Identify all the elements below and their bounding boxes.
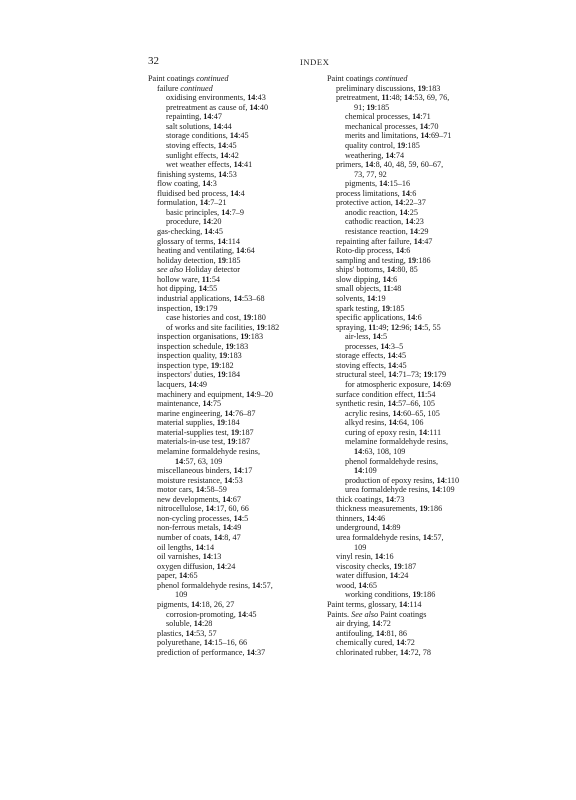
index-entry: chemically cured, 14:72: [336, 638, 415, 648]
index-entry: number of coats, 14:8, 47: [157, 533, 241, 542]
index-entry: 109: [175, 590, 188, 600]
index-entry: soluble, 14:28: [166, 619, 213, 629]
index-entry: hollow ware, 11:54: [157, 274, 221, 284]
index-entry: spark testing, 19:185: [336, 303, 405, 313]
index-entry: case histories and cost, 19:180: [166, 313, 266, 323]
index-entry: moisture resistance, 14:53: [157, 475, 243, 485]
index-entry: air-less, 14:5: [345, 332, 388, 342]
index-entry: see also Holiday detector: [157, 265, 240, 275]
index-entry: working conditions, 19:186: [345, 590, 436, 600]
index-entry: phenol formaldehyde resins, 14:57,: [157, 580, 273, 590]
index-entry: 14:109: [354, 466, 377, 476]
index-entry: 14:63, 108, 109: [354, 446, 406, 456]
index-entry: thinners, 14:46: [336, 513, 386, 523]
index-entry: urea formaldehyde resins, 14:109: [345, 485, 455, 495]
index-entry: gas-checking, 14:45: [157, 227, 223, 236]
index-entry: repainting after failure, 14:47: [336, 236, 433, 246]
index-entry: spraying, 11:49; 12:96; 14:5, 55: [336, 322, 441, 332]
index-entry: resistance reaction, 14:29: [345, 227, 429, 236]
index-entry: oil lengths, 14:14: [157, 542, 215, 552]
index-entry: vinyl resin, 14:16: [336, 552, 394, 562]
index-entry: curing of epoxy resin, 14:111: [345, 427, 442, 437]
index-entry: Paint coatings continued: [327, 74, 408, 83]
index-entry: machinery and equipment, 14:9–20: [157, 389, 273, 399]
index-entry: polyurethane, 14:15–16, 66: [157, 638, 248, 648]
index-entry: prediction of performance, 14:37: [157, 647, 266, 657]
index-entry: motor cars, 14:58–59: [157, 485, 227, 495]
index-entry: thickness measurements, 19:186: [336, 504, 443, 514]
index-entry: inspection schedule, 19:183: [157, 341, 249, 351]
index-entry: protective action, 14:22–37: [336, 198, 426, 208]
index-entry: formulation, 14:7–21: [157, 198, 227, 208]
index-entry: nitrocellulose, 14:17, 60, 66: [157, 504, 249, 514]
index-entry: pretreatment, 11:48; 14:53, 69, 76,: [336, 93, 450, 103]
running-head: INDEX: [300, 57, 330, 67]
index-entry: stoving effects, 14:45: [336, 360, 407, 370]
index-entry: heating and ventilating, 14:64: [157, 246, 255, 256]
index-entry: structural steel, 14:71–73; 19:179: [336, 370, 447, 380]
index-entry: wood, 14:65: [336, 580, 377, 590]
index-entry: melamine formaldehyde resins,: [157, 446, 260, 456]
index-entry: quality control, 19:185: [345, 140, 420, 150]
index-entry: storage conditions, 14:45: [166, 131, 249, 141]
index-entry: new developments, 14:67: [157, 494, 241, 504]
index-entry: solvents, 14:19: [336, 293, 386, 303]
index-entry: maintenance, 14:75: [157, 399, 222, 409]
index-entry: wet weather effects, 14:41: [166, 160, 253, 170]
index-entry: oil varnishes, 14:13: [157, 552, 222, 562]
index-entry: finishing systems, 14:53: [157, 169, 237, 179]
index-entry: alkyd resins, 14:64, 106: [345, 418, 424, 428]
index-entry: specific applications, 14:6: [336, 313, 422, 323]
index-entry: sampling and testing, 19:186: [336, 255, 431, 265]
index-column-left: [148, 74, 323, 657]
index-entry: basic principles, 14:7–9: [166, 207, 244, 217]
index-entry: repainting, 14:47: [166, 112, 222, 122]
index-entry: storage effects, 14:45: [336, 351, 407, 361]
index-entry: 73, 77, 92: [354, 169, 387, 179]
index-entry: plastics, 14:53, 57: [157, 628, 217, 638]
index-entry: urea formaldehyde resins, 14:57,: [336, 533, 444, 542]
index-entry: thick coatings, 14:73: [336, 494, 405, 504]
index-entry: corrosion-promoting, 14:45: [166, 609, 257, 619]
index-entry: fluidised bed process, 14:4: [157, 188, 245, 198]
index-entry: phenol formaldehyde resins,: [345, 456, 438, 466]
index-entry: pigments, 14:18, 26, 27: [157, 599, 235, 609]
index-entry: processes, 14:3–5: [345, 341, 404, 351]
index-entry: small objects, 11:48: [336, 284, 402, 294]
index-entry: Roto-dip process, 14:6: [336, 246, 411, 256]
index-entry: sunlight effects, 14:42: [166, 150, 239, 160]
index-entry: ships' bottoms, 14:80, 85: [336, 265, 418, 275]
index-entry: mechanical processes, 14:70: [345, 121, 439, 131]
index-entry: marine engineering, 14:76–87: [157, 408, 256, 418]
index-entry: 109: [354, 542, 367, 552]
index-entry: slow dipping, 14:6: [336, 274, 398, 284]
index-entry: Paint coatings continued: [148, 74, 229, 83]
index-entry: inspection organisations, 19:183: [157, 332, 264, 342]
index-entry: underground, 14:89: [336, 523, 401, 533]
index-entry: inspection type, 19:182: [157, 360, 234, 370]
index-entry: non-cycling processes, 14:5: [157, 513, 249, 523]
index-entry: flow coating, 14:3: [157, 179, 217, 189]
index-entry: pigments, 14:15–16: [345, 179, 411, 189]
index-entry: materials-in-use test, 19:187: [157, 437, 251, 447]
index-entry: inspectors' duties, 19:184: [157, 370, 241, 380]
index-entry: merits and limitations, 14:69–71: [345, 131, 452, 141]
index-entry: oxidising environments, 14:43: [166, 93, 266, 103]
index-column-right: [327, 74, 502, 657]
index-entry: for atmospheric exposure, 14:69: [345, 380, 451, 389]
index-entry: Paints. See also Paint coatings: [327, 609, 427, 619]
index-entry: procedure, 14:20: [166, 217, 222, 227]
index-entry: viscosity checks, 19:187: [336, 561, 417, 571]
index-entry: acrylic resins, 14:60–65, 105: [345, 408, 440, 418]
index-entry: air drying, 14:72: [336, 619, 391, 629]
index-entry: hot dipping, 14:55: [157, 284, 218, 294]
index-entry: synthetic resin, 14:57–66, 105: [336, 399, 435, 409]
index-entry: primers, 14:8, 40, 48, 59, 60–67,: [336, 160, 444, 170]
index-entry: surface condition effect, 11:54: [336, 389, 436, 399]
index-entry: glossary of terms, 14:114: [157, 236, 240, 246]
index-entry: industrial applications, 14:53–68: [157, 293, 265, 303]
index-entry: failure continued: [157, 83, 213, 93]
index-entry: paper, 14:65: [157, 571, 198, 581]
index-entry: miscellaneous binders, 14:17: [157, 466, 253, 476]
index-entry: chemical processes, 14:71: [345, 112, 431, 122]
index-entry: of works and site facilities, 19:182: [166, 322, 280, 332]
index-entry: chlorinated rubber, 14:72, 78: [336, 647, 431, 657]
index-entry: material-supplies test, 19:187: [157, 427, 254, 437]
index-entry: cathodic reaction, 14:23: [345, 217, 424, 227]
index-entry: preliminary discussions, 19:183: [336, 83, 441, 93]
index-entry: Paint terms, glossary, 14:114: [327, 599, 422, 609]
index-entry: lacquers, 14:49: [157, 380, 208, 389]
index-entry: inspection quality, 19:183: [157, 351, 242, 361]
index-entry: melamine formaldehyde resins,: [345, 437, 448, 447]
index-entry: pretreatment as cause of, 14:40: [166, 102, 269, 112]
index-entry: holiday detection, 19:185: [157, 255, 241, 265]
index-entry: antifouling, 14:81, 86: [336, 628, 407, 638]
index-entry: production of epoxy resins, 14:110: [345, 475, 460, 485]
index-entry: non-ferrous metals, 14:49: [157, 523, 242, 533]
index-entry: inspection, 19:179: [157, 303, 218, 313]
index-entry: water diffusion, 14:24: [336, 571, 409, 581]
index-entry: salt solutions, 14:44: [166, 121, 232, 131]
index-entry: oxygen diffusion, 14:24: [157, 561, 236, 571]
index-entry: weathering, 14:74: [345, 150, 405, 160]
index-entry: 14:57, 63, 109: [175, 456, 223, 466]
index-entry: 91; 19:185: [354, 102, 390, 112]
index-entry: stoving effects, 14:45: [166, 140, 237, 150]
index-entry: anodic reaction, 14:25: [345, 207, 418, 217]
index-entry: material supplies, 19:184: [157, 418, 240, 428]
index-entry: process limitations, 14:6: [336, 188, 417, 198]
page-number: 32: [148, 55, 159, 67]
